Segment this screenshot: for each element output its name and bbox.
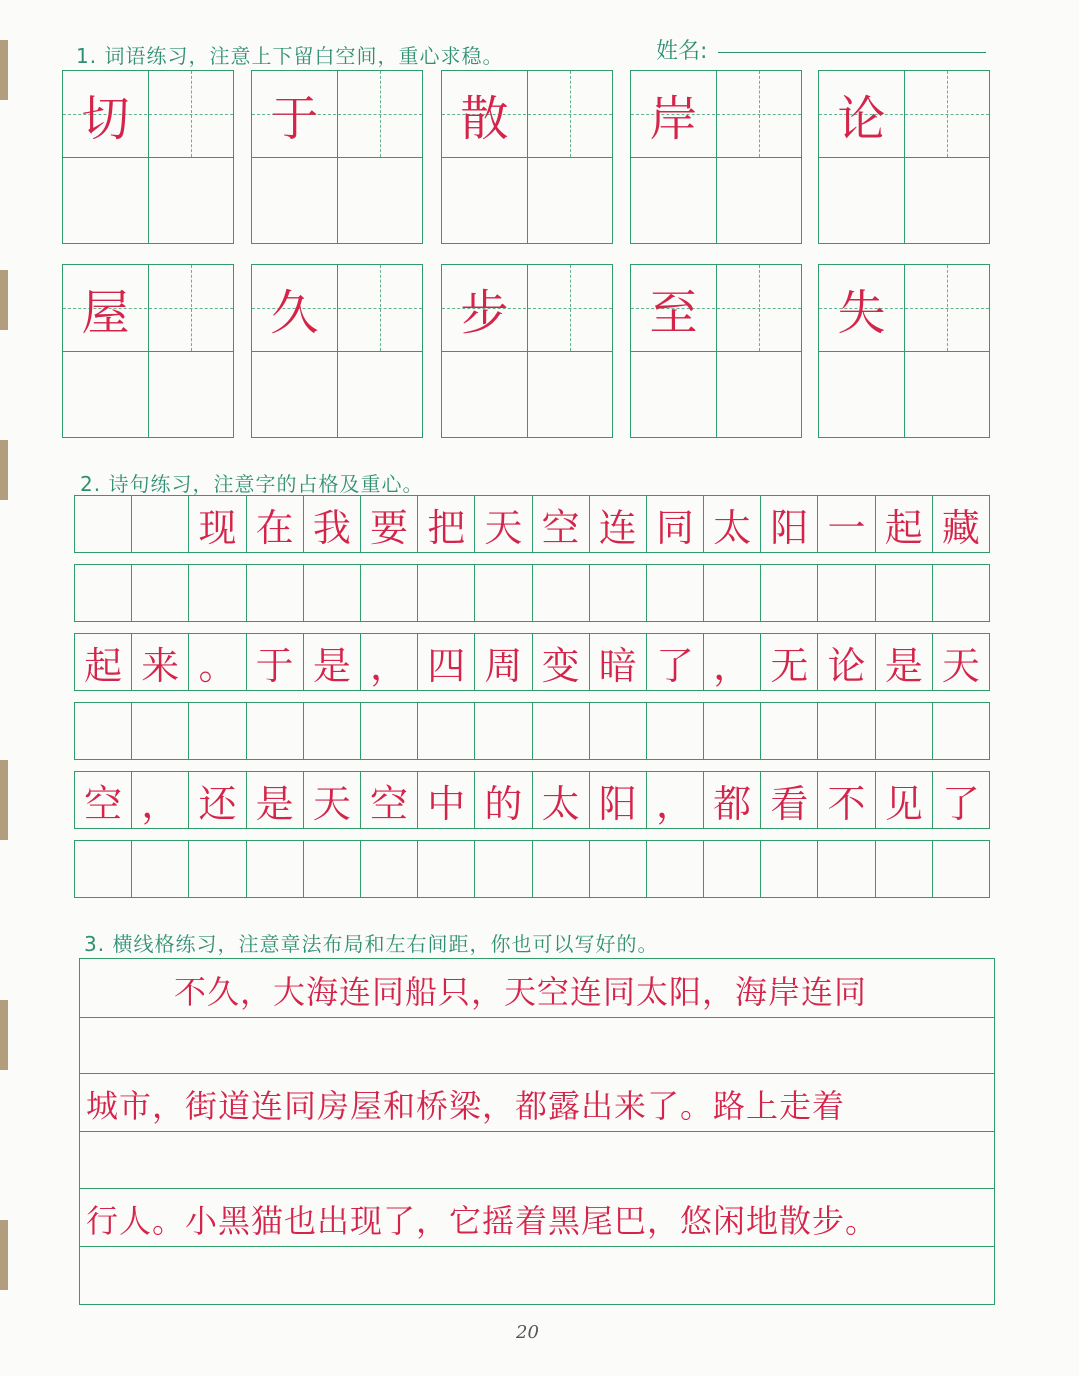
model-character: 屋 xyxy=(81,284,130,341)
grid-cell[interactable] xyxy=(247,703,304,759)
grid-cell[interactable] xyxy=(704,841,761,897)
character-practice-box[interactable] xyxy=(62,70,234,244)
grid-cell[interactable] xyxy=(876,565,933,621)
grid-cell[interactable]: 看 xyxy=(761,772,818,828)
handwritten-line: 不久，大海连同船只，天空连同太阳，海岸连同 xyxy=(174,973,868,1011)
binding-mark xyxy=(0,1000,8,1070)
grid-cell[interactable]: 不 xyxy=(818,772,875,828)
grid-cell[interactable] xyxy=(533,841,590,897)
binding-mark xyxy=(0,440,8,500)
grid-cell[interactable] xyxy=(647,841,704,897)
handwritten-line: 城市，街道连同房屋和桥梁，都露出来了。路上走着 xyxy=(86,1087,846,1125)
character-practice-box[interactable] xyxy=(630,264,802,438)
binding-mark xyxy=(0,40,8,100)
poem-model-row xyxy=(74,633,990,691)
grid-cell[interactable] xyxy=(704,565,761,621)
grid-cell[interactable] xyxy=(418,703,475,759)
poem-practice-row xyxy=(74,564,990,622)
grid-cell[interactable]: 暗 xyxy=(590,634,647,690)
model-character: 散 xyxy=(460,90,509,147)
grid-cell[interactable] xyxy=(761,565,818,621)
grid-cell[interactable] xyxy=(75,565,132,621)
grid-cell[interactable]: 太 xyxy=(533,772,590,828)
poem-model-row xyxy=(74,771,990,829)
grid-cell[interactable] xyxy=(189,703,246,759)
grid-cell[interactable] xyxy=(304,565,361,621)
model-character: 至 xyxy=(649,284,698,341)
grid-cell[interactable]: 无 xyxy=(761,634,818,690)
grid-cell[interactable] xyxy=(933,703,989,759)
grid-cell[interactable] xyxy=(647,703,704,759)
grid-cell[interactable]: 是 xyxy=(304,634,361,690)
model-character: 切 xyxy=(81,90,130,147)
poem-model-row xyxy=(74,495,990,553)
grid-cell[interactable] xyxy=(418,841,475,897)
character-practice-box[interactable] xyxy=(441,70,613,244)
grid-cell[interactable]: ， xyxy=(132,772,189,828)
grid-cell[interactable]: 一 xyxy=(818,496,875,552)
grid-cell[interactable] xyxy=(704,703,761,759)
model-character: 失 xyxy=(837,284,886,341)
character-practice-box[interactable] xyxy=(62,264,234,438)
grid-cell[interactable] xyxy=(132,496,189,552)
grid-cell[interactable]: 见 xyxy=(876,772,933,828)
grid-cell[interactable] xyxy=(533,565,590,621)
grid-cell[interactable]: 了 xyxy=(647,634,704,690)
grid-cell[interactable]: 空 xyxy=(361,772,418,828)
grid-cell[interactable] xyxy=(761,841,818,897)
grid-cell[interactable] xyxy=(247,565,304,621)
grid-cell[interactable] xyxy=(75,496,132,552)
grid-cell[interactable]: 我 xyxy=(304,496,361,552)
grid-cell[interactable] xyxy=(304,841,361,897)
grid-cell[interactable]: ， xyxy=(361,634,418,690)
grid-cell[interactable] xyxy=(75,841,132,897)
grid-cell[interactable] xyxy=(361,703,418,759)
grid-cell[interactable] xyxy=(132,565,189,621)
model-character: 步 xyxy=(460,284,509,341)
grid-cell[interactable]: 来 xyxy=(132,634,189,690)
grid-cell[interactable]: 太 xyxy=(704,496,761,552)
character-practice-box[interactable] xyxy=(251,264,423,438)
model-character: 久 xyxy=(270,284,319,341)
character-practice-box[interactable] xyxy=(630,70,802,244)
character-practice-box[interactable] xyxy=(441,264,613,438)
grid-cell[interactable]: 。 xyxy=(189,634,246,690)
handwritten-line: 行人。小黑猫也出现了，它摇着黑尾巴，悠闲地散步。 xyxy=(86,1202,879,1240)
grid-cell[interactable]: 于 xyxy=(247,634,304,690)
grid-cell[interactable] xyxy=(189,565,246,621)
grid-cell[interactable] xyxy=(189,841,246,897)
name-field[interactable] xyxy=(718,52,986,53)
grid-cell[interactable]: 天 xyxy=(304,772,361,828)
poem-practice-row xyxy=(74,840,990,898)
ruled-line xyxy=(80,1073,994,1074)
grid-cell[interactable] xyxy=(933,565,989,621)
grid-cell[interactable]: 四 xyxy=(418,634,475,690)
grid-cell[interactable]: 同 xyxy=(647,496,704,552)
grid-cell[interactable]: ， xyxy=(704,634,761,690)
ruled-line xyxy=(80,1188,994,1189)
grid-cell[interactable]: 都 xyxy=(704,772,761,828)
grid-cell[interactable] xyxy=(590,565,647,621)
grid-cell[interactable]: 论 xyxy=(818,634,875,690)
grid-cell[interactable] xyxy=(590,841,647,897)
grid-cell[interactable]: 起 xyxy=(75,634,132,690)
grid-cell[interactable]: 是 xyxy=(876,634,933,690)
grid-cell[interactable] xyxy=(132,841,189,897)
grid-cell[interactable]: 连 xyxy=(590,496,647,552)
model-character: 于 xyxy=(270,90,319,147)
grid-cell[interactable] xyxy=(647,565,704,621)
grid-cell[interactable]: 中 xyxy=(418,772,475,828)
model-character: 论 xyxy=(837,90,886,147)
grid-cell[interactable] xyxy=(475,703,532,759)
grid-cell[interactable] xyxy=(818,841,875,897)
grid-cell[interactable] xyxy=(132,703,189,759)
grid-cell[interactable]: 了 xyxy=(941,781,980,826)
grid-cell[interactable] xyxy=(818,565,875,621)
grid-cell[interactable] xyxy=(75,703,132,759)
grid-cell[interactable]: ， xyxy=(647,772,704,828)
grid-cell[interactable]: 要 xyxy=(361,496,418,552)
binding-mark xyxy=(0,270,8,330)
grid-cell[interactable]: 在 xyxy=(247,496,304,552)
poem-practice-row xyxy=(74,702,990,760)
name-label: 姓名: xyxy=(656,39,708,64)
grid-cell[interactable]: 阳 xyxy=(590,772,647,828)
grid-cell[interactable]: 的 xyxy=(475,772,532,828)
grid-cell[interactable] xyxy=(361,841,418,897)
grid-cell[interactable] xyxy=(876,703,933,759)
grid-cell[interactable]: 还 xyxy=(189,772,246,828)
grid-cell[interactable] xyxy=(818,703,875,759)
grid-cell[interactable] xyxy=(475,841,532,897)
section1-heading: 1. 词语练习，注意上下留白空间，重心求稳。 xyxy=(76,44,504,68)
grid-cell[interactable]: 周 xyxy=(475,634,532,690)
grid-cell[interactable] xyxy=(933,841,989,897)
grid-cell[interactable] xyxy=(590,703,647,759)
grid-cell[interactable]: 变 xyxy=(533,634,590,690)
binding-mark xyxy=(0,760,8,840)
grid-cell[interactable]: 现 xyxy=(189,496,246,552)
page-number: 20 xyxy=(516,1322,539,1343)
section2-heading: 2. 诗句练习，注意字的占格及重心。 xyxy=(80,472,424,496)
lined-practice-box xyxy=(79,958,995,1305)
grid-cell[interactable]: 天 xyxy=(475,496,532,552)
grid-cell[interactable]: 天 xyxy=(941,643,980,688)
grid-cell[interactable]: 空 xyxy=(75,772,132,828)
grid-cell[interactable] xyxy=(475,565,532,621)
grid-cell[interactable]: 藏 xyxy=(941,505,980,550)
binding-mark xyxy=(0,1220,8,1290)
character-practice-box[interactable] xyxy=(818,70,990,244)
grid-cell[interactable] xyxy=(304,703,361,759)
model-character: 岸 xyxy=(649,90,698,147)
grid-cell[interactable] xyxy=(361,565,418,621)
section3-heading: 3. 横线格练习，注意章法布局和左右间距，你也可以写好的。 xyxy=(84,932,659,956)
grid-cell[interactable] xyxy=(761,703,818,759)
grid-cell[interactable] xyxy=(418,565,475,621)
character-practice-box[interactable] xyxy=(818,264,990,438)
grid-cell[interactable]: 起 xyxy=(876,496,933,552)
grid-cell[interactable] xyxy=(247,841,304,897)
grid-cell[interactable]: 空 xyxy=(533,496,590,552)
grid-cell[interactable] xyxy=(876,841,933,897)
grid-cell[interactable]: 阳 xyxy=(761,496,818,552)
grid-cell[interactable]: 把 xyxy=(418,496,475,552)
character-practice-box[interactable] xyxy=(251,70,423,244)
grid-cell[interactable] xyxy=(533,703,590,759)
grid-cell[interactable]: 是 xyxy=(247,772,304,828)
